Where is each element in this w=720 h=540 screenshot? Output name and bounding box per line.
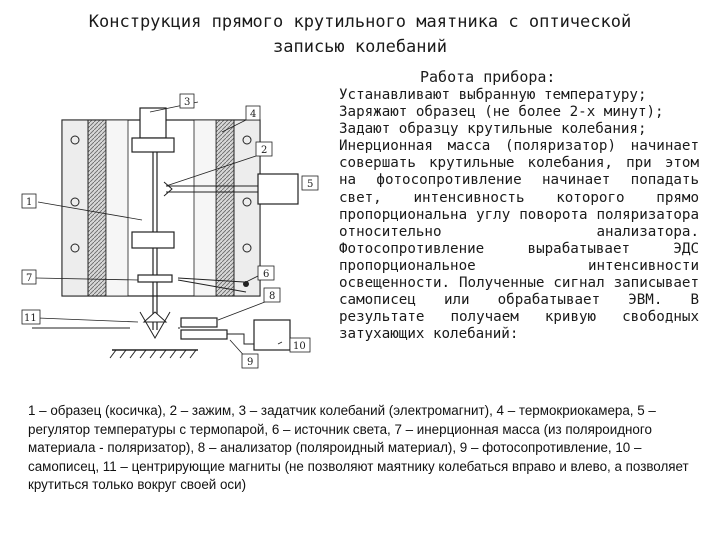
work-step-2: Заряжают образец (не более 2-х минут); (339, 104, 664, 121)
pendulum-diagram (18, 82, 336, 382)
oscillation-driver (132, 108, 174, 232)
diagram-label-6: 6 (263, 269, 270, 280)
inertial-mass (138, 275, 172, 282)
diagram-label-5: 5 (307, 179, 314, 190)
photoresistor (181, 330, 227, 339)
signal-wire (227, 334, 256, 344)
diagram-label-7: 7 (26, 273, 33, 284)
slide-title-line-2: записью колебаний (273, 37, 447, 57)
diagram-label-4: 4 (250, 109, 257, 120)
work-step-3: Задают образцу крутильные колебания; (339, 121, 647, 138)
diagram-label-10: 10 (293, 341, 306, 352)
pendulum-rod (140, 248, 170, 338)
work-heading: Работа прибора: (420, 68, 556, 86)
diagram-label-3: 3 (184, 97, 191, 108)
floor-base (110, 350, 198, 358)
analyzer (181, 318, 217, 327)
temperature-regulator (258, 174, 298, 204)
chart-recorder (254, 320, 290, 350)
diagram-label-8: 8 (269, 291, 276, 302)
diagram-label-2: 2 (261, 145, 268, 156)
slide-title (40, 10, 680, 60)
diagram-label-9: 9 (247, 357, 254, 368)
work-step-1: Устанавливают выбранную температуру; (339, 87, 647, 103)
diagram-legend: 1 – образец (косичка), 2 – зажим, 3 – задатчик колебаний (электромагнит), 4 – термокриокамера, 5 – регулятор температуры с термопарой, 6 – источник света, 7 – инерционная масса (из поляроидного материала - поляризатор), 8 – анализатор (поляроидный материал), 9 – фотосопротивление, 10 – самописец, 11 – центрирующие магниты (не позволяют маятнику колебаться вправо и влево, а позволяет крутиться только вокруг своей оси) (28, 403, 689, 493)
slide-title-line-1: Конструкция прямого крутильного маятника с оптической (88, 12, 632, 32)
work-step-4: Инерционная масса (поляризатор) начинает совершать крутильные колебания, при этом на фотосопротивление начинает попадать свет, интенсивность которого прямо пропорциональна углу поворота поляризатора относительно анализатора. Фотосопротивление вырабатывает ЭДС пропорциональное интенсивности освещенности. Полученные сигнал записывает самописец или обрабатывает ЭВМ. В результате получаем кривую свободных затухающих колебаний: (339, 138, 699, 343)
diagram-label-1: 1 (26, 197, 33, 208)
work-description (339, 87, 699, 343)
diagram-label-11: 11 (24, 313, 37, 324)
